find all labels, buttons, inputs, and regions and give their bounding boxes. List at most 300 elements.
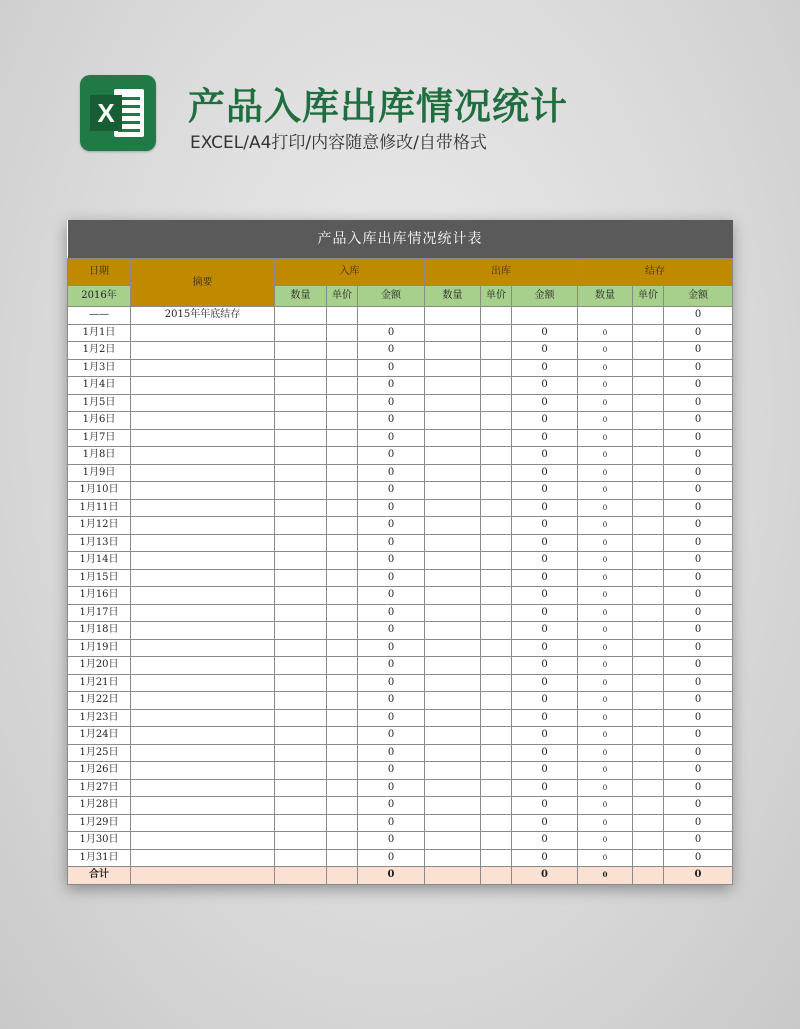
cell[interactable] — [327, 394, 358, 412]
cell[interactable] — [327, 849, 358, 867]
row-bal-amount[interactable]: 0 — [664, 499, 733, 517]
cell[interactable] — [425, 534, 481, 552]
cell[interactable] — [633, 797, 664, 815]
total-bal-amount[interactable]: 0 — [664, 867, 733, 885]
row-out-amount[interactable]: 0 — [512, 517, 578, 535]
cell[interactable] — [275, 674, 327, 692]
cell[interactable] — [425, 587, 481, 605]
cell[interactable] — [275, 517, 327, 535]
cell[interactable] — [327, 482, 358, 500]
cell[interactable] — [327, 412, 358, 430]
cell[interactable] — [425, 867, 481, 885]
row-bal-amount[interactable]: 0 — [664, 832, 733, 850]
row-in-amount[interactable]: 0 — [358, 657, 425, 675]
row-in-amount[interactable]: 0 — [358, 517, 425, 535]
cell[interactable] — [481, 604, 512, 622]
row-bal-qty[interactable]: 0 — [578, 394, 633, 412]
cell[interactable] — [633, 727, 664, 745]
row-in-amount[interactable]: 0 — [358, 324, 425, 342]
row-in-amount[interactable]: 0 — [358, 552, 425, 570]
cell[interactable] — [275, 639, 327, 657]
row-in-amount[interactable]: 0 — [358, 569, 425, 587]
row-bal-qty[interactable]: 0 — [578, 727, 633, 745]
cell[interactable] — [275, 779, 327, 797]
cell[interactable] — [327, 359, 358, 377]
cell[interactable] — [633, 709, 664, 727]
row-out-amount[interactable]: 0 — [512, 762, 578, 780]
cell[interactable] — [131, 499, 275, 517]
cell[interactable] — [275, 412, 327, 430]
row-bal-amount[interactable]: 0 — [664, 674, 733, 692]
cell[interactable] — [275, 727, 327, 745]
row-out-amount[interactable]: 0 — [512, 692, 578, 710]
cell[interactable] — [131, 622, 275, 640]
row-in-amount[interactable]: 0 — [358, 814, 425, 832]
cell[interactable] — [425, 622, 481, 640]
row-out-amount[interactable]: 0 — [512, 832, 578, 850]
cell[interactable] — [275, 552, 327, 570]
cell[interactable] — [327, 797, 358, 815]
cell[interactable] — [275, 377, 327, 395]
row-in-amount[interactable]: 0 — [358, 359, 425, 377]
cell[interactable] — [275, 744, 327, 762]
cell[interactable] — [633, 692, 664, 710]
cell[interactable] — [275, 657, 327, 675]
cell[interactable] — [327, 832, 358, 850]
cell[interactable] — [425, 779, 481, 797]
cell[interactable] — [131, 867, 275, 885]
cell[interactable] — [481, 394, 512, 412]
cell[interactable] — [633, 307, 664, 325]
row-in-amount[interactable]: 0 — [358, 482, 425, 500]
cell[interactable] — [275, 359, 327, 377]
cell[interactable] — [327, 692, 358, 710]
row-bal-qty[interactable]: 0 — [578, 604, 633, 622]
cell[interactable] — [578, 307, 633, 325]
cell[interactable] — [131, 447, 275, 465]
cell[interactable] — [131, 797, 275, 815]
row-out-amount[interactable]: 0 — [512, 552, 578, 570]
row-bal-amount[interactable]: 0 — [664, 359, 733, 377]
row-bal-amount[interactable]: 0 — [664, 779, 733, 797]
row-bal-qty[interactable]: 0 — [578, 534, 633, 552]
row-bal-qty[interactable]: 0 — [578, 569, 633, 587]
cell[interactable] — [633, 832, 664, 850]
cell[interactable] — [633, 517, 664, 535]
cell[interactable] — [327, 499, 358, 517]
row-out-amount[interactable]: 0 — [512, 849, 578, 867]
cell[interactable] — [481, 359, 512, 377]
row-out-amount[interactable]: 0 — [512, 482, 578, 500]
row-out-amount[interactable]: 0 — [512, 639, 578, 657]
cell[interactable] — [425, 394, 481, 412]
cell[interactable] — [327, 779, 358, 797]
cell[interactable] — [425, 797, 481, 815]
row-bal-qty[interactable]: 0 — [578, 482, 633, 500]
row-bal-amount[interactable]: 0 — [664, 394, 733, 412]
row-out-amount[interactable]: 0 — [512, 587, 578, 605]
cell[interactable] — [481, 867, 512, 885]
cell[interactable] — [275, 429, 327, 447]
cell[interactable] — [633, 394, 664, 412]
cell[interactable] — [275, 324, 327, 342]
cell[interactable] — [327, 867, 358, 885]
row-bal-qty[interactable]: 0 — [578, 814, 633, 832]
cell[interactable] — [633, 867, 664, 885]
cell[interactable] — [131, 604, 275, 622]
cell[interactable] — [275, 762, 327, 780]
cell[interactable] — [633, 429, 664, 447]
cell[interactable] — [633, 569, 664, 587]
row-out-amount[interactable]: 0 — [512, 377, 578, 395]
row-bal-amount[interactable]: 0 — [664, 447, 733, 465]
cell[interactable] — [481, 797, 512, 815]
cell[interactable] — [633, 482, 664, 500]
cell[interactable] — [481, 832, 512, 850]
row-bal-amount[interactable]: 0 — [664, 517, 733, 535]
row-out-amount[interactable]: 0 — [512, 604, 578, 622]
cell[interactable] — [275, 482, 327, 500]
row-bal-amount[interactable]: 0 — [664, 587, 733, 605]
row-in-amount[interactable]: 0 — [358, 377, 425, 395]
cell[interactable] — [425, 814, 481, 832]
row-out-amount[interactable]: 0 — [512, 657, 578, 675]
cell[interactable] — [275, 307, 327, 325]
cell[interactable] — [425, 709, 481, 727]
cell[interactable] — [425, 744, 481, 762]
row-out-amount[interactable]: 0 — [512, 429, 578, 447]
cell[interactable] — [481, 657, 512, 675]
cell[interactable] — [481, 727, 512, 745]
opening-balance-amount[interactable]: 0 — [664, 307, 733, 325]
cell[interactable] — [327, 674, 358, 692]
cell[interactable] — [131, 412, 275, 430]
cell[interactable] — [481, 814, 512, 832]
row-out-amount[interactable]: 0 — [512, 727, 578, 745]
cell[interactable] — [275, 604, 327, 622]
cell[interactable] — [481, 639, 512, 657]
cell[interactable] — [633, 639, 664, 657]
cell[interactable] — [131, 849, 275, 867]
row-in-amount[interactable]: 0 — [358, 464, 425, 482]
cell[interactable] — [425, 674, 481, 692]
cell[interactable] — [633, 762, 664, 780]
row-bal-qty[interactable]: 0 — [578, 552, 633, 570]
cell[interactable] — [512, 307, 578, 325]
cell[interactable] — [327, 324, 358, 342]
row-bal-qty[interactable]: 0 — [578, 412, 633, 430]
cell[interactable] — [425, 412, 481, 430]
row-out-amount[interactable]: 0 — [512, 464, 578, 482]
cell[interactable] — [275, 499, 327, 517]
cell[interactable] — [481, 534, 512, 552]
cell[interactable] — [481, 622, 512, 640]
cell[interactable] — [633, 744, 664, 762]
row-in-amount[interactable]: 0 — [358, 639, 425, 657]
cell[interactable] — [425, 342, 481, 360]
row-in-amount[interactable]: 0 — [358, 342, 425, 360]
cell[interactable] — [633, 464, 664, 482]
row-out-amount[interactable]: 0 — [512, 359, 578, 377]
row-bal-amount[interactable]: 0 — [664, 324, 733, 342]
cell[interactable] — [425, 499, 481, 517]
cell[interactable] — [425, 657, 481, 675]
cell[interactable] — [633, 534, 664, 552]
cell[interactable] — [633, 324, 664, 342]
row-bal-qty[interactable]: 0 — [578, 447, 633, 465]
row-out-amount[interactable]: 0 — [512, 569, 578, 587]
cell[interactable] — [327, 657, 358, 675]
cell[interactable] — [131, 464, 275, 482]
cell[interactable] — [425, 359, 481, 377]
cell[interactable] — [633, 622, 664, 640]
cell[interactable] — [275, 464, 327, 482]
row-bal-amount[interactable]: 0 — [664, 464, 733, 482]
row-bal-amount[interactable]: 0 — [664, 797, 733, 815]
cell[interactable] — [327, 464, 358, 482]
cell[interactable] — [131, 342, 275, 360]
cell[interactable] — [327, 342, 358, 360]
cell[interactable] — [481, 324, 512, 342]
cell[interactable] — [425, 447, 481, 465]
cell[interactable] — [131, 744, 275, 762]
cell[interactable] — [481, 762, 512, 780]
cell[interactable] — [481, 709, 512, 727]
cell[interactable] — [481, 447, 512, 465]
cell[interactable] — [481, 552, 512, 570]
cell[interactable] — [131, 727, 275, 745]
row-out-amount[interactable]: 0 — [512, 534, 578, 552]
row-out-amount[interactable]: 0 — [512, 622, 578, 640]
cell[interactable] — [481, 849, 512, 867]
cell[interactable] — [275, 342, 327, 360]
cell[interactable] — [358, 307, 425, 325]
cell[interactable] — [425, 832, 481, 850]
cell[interactable] — [131, 569, 275, 587]
cell[interactable] — [633, 814, 664, 832]
cell[interactable] — [633, 552, 664, 570]
cell[interactable] — [131, 832, 275, 850]
cell[interactable] — [481, 744, 512, 762]
cell[interactable] — [275, 394, 327, 412]
cell[interactable] — [275, 867, 327, 885]
row-bal-amount[interactable]: 0 — [664, 849, 733, 867]
row-in-amount[interactable]: 0 — [358, 849, 425, 867]
row-bal-amount[interactable]: 0 — [664, 342, 733, 360]
row-bal-amount[interactable]: 0 — [664, 657, 733, 675]
row-bal-qty[interactable]: 0 — [578, 797, 633, 815]
cell[interactable] — [131, 762, 275, 780]
cell[interactable] — [275, 709, 327, 727]
cell[interactable] — [425, 464, 481, 482]
row-bal-amount[interactable]: 0 — [664, 552, 733, 570]
row-out-amount[interactable]: 0 — [512, 412, 578, 430]
cell[interactable] — [275, 832, 327, 850]
cell[interactable] — [275, 569, 327, 587]
row-bal-qty[interactable]: 0 — [578, 429, 633, 447]
cell[interactable] — [131, 709, 275, 727]
cell[interactable] — [327, 762, 358, 780]
row-bal-amount[interactable]: 0 — [664, 482, 733, 500]
cell[interactable] — [131, 534, 275, 552]
cell[interactable] — [425, 429, 481, 447]
cell[interactable] — [425, 762, 481, 780]
row-out-amount[interactable]: 0 — [512, 447, 578, 465]
row-in-amount[interactable]: 0 — [358, 762, 425, 780]
row-bal-amount[interactable]: 0 — [664, 429, 733, 447]
row-bal-qty[interactable]: 0 — [578, 622, 633, 640]
row-bal-amount[interactable]: 0 — [664, 622, 733, 640]
cell[interactable] — [425, 482, 481, 500]
row-in-amount[interactable]: 0 — [358, 394, 425, 412]
cell[interactable] — [425, 377, 481, 395]
cell[interactable] — [481, 482, 512, 500]
cell[interactable] — [275, 622, 327, 640]
cell[interactable] — [327, 377, 358, 395]
cell[interactable] — [131, 394, 275, 412]
cell[interactable] — [327, 569, 358, 587]
cell[interactable] — [131, 657, 275, 675]
row-bal-amount[interactable]: 0 — [664, 814, 733, 832]
cell[interactable] — [481, 779, 512, 797]
row-bal-qty[interactable]: 0 — [578, 709, 633, 727]
row-in-amount[interactable]: 0 — [358, 429, 425, 447]
total-in-amount[interactable]: 0 — [358, 867, 425, 885]
row-bal-qty[interactable]: 0 — [578, 779, 633, 797]
cell[interactable] — [481, 692, 512, 710]
row-in-amount[interactable]: 0 — [358, 534, 425, 552]
row-out-amount[interactable]: 0 — [512, 814, 578, 832]
cell[interactable] — [425, 569, 481, 587]
row-out-amount[interactable]: 0 — [512, 797, 578, 815]
row-in-amount[interactable]: 0 — [358, 447, 425, 465]
cell[interactable] — [131, 587, 275, 605]
row-out-amount[interactable]: 0 — [512, 779, 578, 797]
row-out-amount[interactable]: 0 — [512, 324, 578, 342]
cell[interactable] — [481, 517, 512, 535]
cell[interactable] — [327, 534, 358, 552]
row-bal-amount[interactable]: 0 — [664, 412, 733, 430]
cell[interactable] — [425, 324, 481, 342]
cell[interactable] — [633, 377, 664, 395]
cell[interactable] — [425, 517, 481, 535]
cell[interactable] — [327, 622, 358, 640]
row-bal-amount[interactable]: 0 — [664, 709, 733, 727]
cell[interactable] — [131, 517, 275, 535]
row-bal-amount[interactable]: 0 — [664, 744, 733, 762]
cell[interactable] — [481, 674, 512, 692]
row-in-amount[interactable]: 0 — [358, 412, 425, 430]
row-bal-qty[interactable]: 0 — [578, 464, 633, 482]
cell[interactable] — [327, 447, 358, 465]
row-bal-amount[interactable]: 0 — [664, 692, 733, 710]
cell[interactable] — [425, 727, 481, 745]
row-bal-qty[interactable]: 0 — [578, 342, 633, 360]
cell[interactable] — [327, 517, 358, 535]
cell[interactable] — [131, 692, 275, 710]
row-bal-amount[interactable]: 0 — [664, 604, 733, 622]
row-in-amount[interactable]: 0 — [358, 744, 425, 762]
row-out-amount[interactable]: 0 — [512, 342, 578, 360]
cell[interactable] — [275, 534, 327, 552]
cell[interactable] — [275, 797, 327, 815]
cell[interactable] — [131, 482, 275, 500]
cell[interactable] — [327, 727, 358, 745]
cell[interactable] — [131, 359, 275, 377]
cell[interactable] — [481, 342, 512, 360]
row-bal-qty[interactable]: 0 — [578, 499, 633, 517]
cell[interactable] — [275, 692, 327, 710]
row-bal-qty[interactable]: 0 — [578, 639, 633, 657]
cell[interactable] — [481, 569, 512, 587]
cell[interactable] — [327, 709, 358, 727]
row-bal-qty[interactable]: 0 — [578, 517, 633, 535]
cell[interactable] — [481, 307, 512, 325]
row-bal-qty[interactable]: 0 — [578, 657, 633, 675]
cell[interactable] — [425, 552, 481, 570]
cell[interactable] — [131, 324, 275, 342]
row-in-amount[interactable]: 0 — [358, 832, 425, 850]
cell[interactable] — [131, 814, 275, 832]
row-in-amount[interactable]: 0 — [358, 797, 425, 815]
row-bal-amount[interactable]: 0 — [664, 762, 733, 780]
cell[interactable] — [327, 307, 358, 325]
cell[interactable] — [131, 429, 275, 447]
cell[interactable] — [327, 744, 358, 762]
row-bal-amount[interactable]: 0 — [664, 639, 733, 657]
row-in-amount[interactable]: 0 — [358, 779, 425, 797]
cell[interactable] — [327, 604, 358, 622]
cell[interactable] — [481, 499, 512, 517]
row-out-amount[interactable]: 0 — [512, 744, 578, 762]
row-bal-qty[interactable]: 0 — [578, 744, 633, 762]
row-bal-qty[interactable]: 0 — [578, 692, 633, 710]
row-out-amount[interactable]: 0 — [512, 394, 578, 412]
cell[interactable] — [633, 359, 664, 377]
cell[interactable] — [327, 587, 358, 605]
cell[interactable] — [481, 377, 512, 395]
cell[interactable] — [633, 849, 664, 867]
cell[interactable] — [275, 849, 327, 867]
cell[interactable] — [633, 779, 664, 797]
cell[interactable] — [425, 639, 481, 657]
row-bal-qty[interactable]: 0 — [578, 359, 633, 377]
cell[interactable] — [327, 552, 358, 570]
cell[interactable] — [633, 657, 664, 675]
row-bal-amount[interactable]: 0 — [664, 377, 733, 395]
row-in-amount[interactable]: 0 — [358, 622, 425, 640]
row-bal-amount[interactable]: 0 — [664, 727, 733, 745]
cell[interactable] — [633, 412, 664, 430]
cell[interactable] — [131, 552, 275, 570]
cell[interactable] — [425, 692, 481, 710]
row-bal-qty[interactable]: 0 — [578, 324, 633, 342]
cell[interactable] — [275, 447, 327, 465]
row-in-amount[interactable]: 0 — [358, 674, 425, 692]
row-out-amount[interactable]: 0 — [512, 709, 578, 727]
total-bal-qty[interactable]: 0 — [578, 867, 633, 885]
cell[interactable] — [327, 639, 358, 657]
row-bal-qty[interactable]: 0 — [578, 762, 633, 780]
row-bal-amount[interactable]: 0 — [664, 534, 733, 552]
cell[interactable] — [633, 674, 664, 692]
cell[interactable] — [481, 429, 512, 447]
cell[interactable] — [481, 464, 512, 482]
row-in-amount[interactable]: 0 — [358, 499, 425, 517]
cell[interactable] — [481, 412, 512, 430]
cell[interactable] — [275, 587, 327, 605]
total-out-amount[interactable]: 0 — [512, 867, 578, 885]
